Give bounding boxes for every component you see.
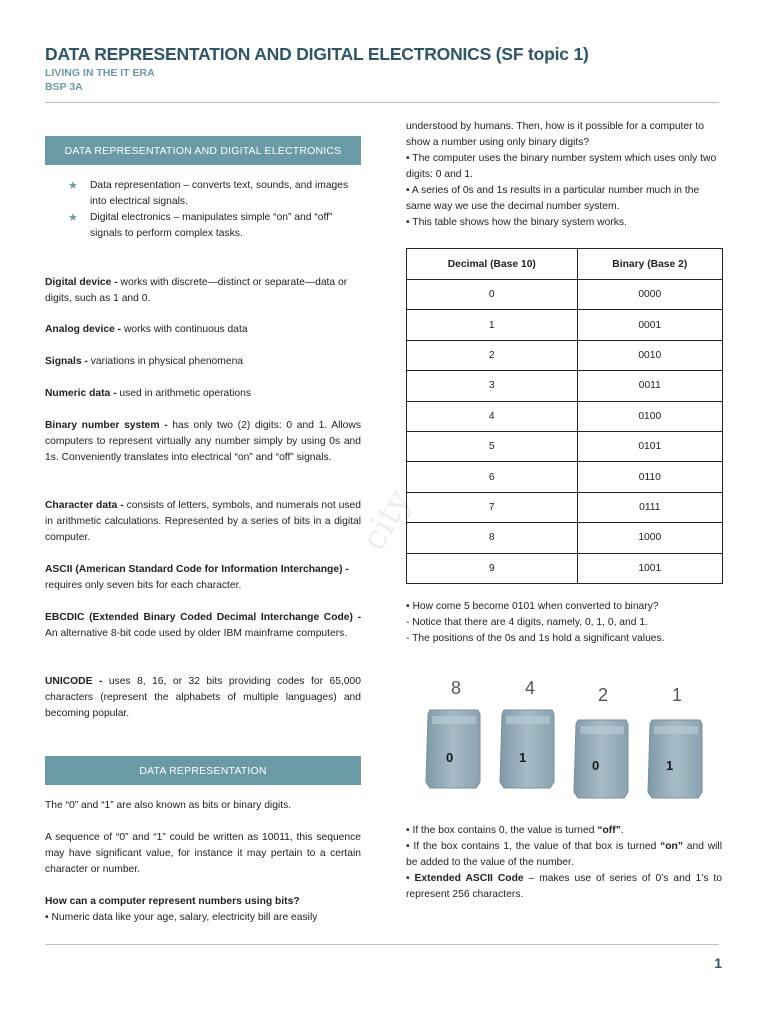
place-value-1: 1 — [671, 685, 683, 705]
bit-box-4 — [500, 710, 554, 788]
table-row: 1 0001 — [407, 310, 723, 340]
table-row: 5 0101 — [407, 431, 723, 461]
column-header-decimal: Decimal (Base 10) — [407, 249, 578, 280]
table-header-row — [407, 249, 723, 280]
table-row: 9 1001 — [407, 553, 723, 583]
after-table-notes: • How come 5 become 0101 when converted to binary? - Notice that there are 4 digits, namely, 0, 1, 0, and 1. - The positions of the 0s and 1s hold a significant values. — [406, 601, 665, 644]
binary-boxes-figure — [406, 672, 722, 812]
course-subtitle: LIVING IN THE IT ERA — [45, 67, 155, 79]
place-value-4: 4 — [524, 678, 536, 698]
table-row: 6 0110 — [407, 462, 723, 492]
page-title: DATA REPRESENTATION AND DIGITAL ELECTRONICS (SF topic 1) — [45, 44, 589, 64]
paragraph-numeric: • Numeric data like your age, salary, electricity bill are easily — [45, 912, 318, 923]
bullet-list — [68, 178, 363, 242]
svg-text:0: 0 — [592, 758, 600, 773]
term-ebcdic: EBCDIC (Extended Binary Coded Decimal Interchange Code) - An alternative 8-bit code used by older IBM mainframe computers. — [45, 612, 361, 639]
bit-box-1 — [648, 720, 702, 798]
note-extended-ascii: • Extended ASCII Code – makes use of series of 0’s and 1’s to represent 256 characters. — [406, 873, 722, 900]
svg-text:0: 0 — [446, 750, 454, 765]
star-icon: ★ — [68, 180, 78, 192]
list-item: ★ Digital electronics – manipulates simple “on” and “off” signals to perform complex tasks. — [68, 212, 333, 239]
bit-box-2 — [574, 720, 628, 798]
term-binary-number-system: Binary number system - has only two (2) digits: 0 and 1. Allows computers to represent virtually any number simply by using 0s and 1s. Conveniently translates into electrical “on” and “off” signals. — [45, 420, 361, 463]
header-divider — [45, 102, 719, 103]
svg-text:1: 1 — [519, 750, 527, 765]
table-row: 3 0011 — [407, 371, 723, 401]
term-ascii: ASCII (American Standard Code for Information Interchange) - requires only seven bits for each character. — [45, 564, 349, 591]
paragraph-bits: The “0” and “1” are also known as bits or binary digits. — [45, 800, 292, 811]
term-numeric-data: Numeric data - used in arithmetic operations — [45, 388, 252, 399]
star-icon: ★ — [68, 212, 78, 224]
paragraph-sequence: A sequence of “0” and “1” could be written as 10011, this sequence may have significant value, for instance it may pertain to a certain character or number. — [45, 832, 361, 875]
table-row: 7 0111 — [407, 492, 723, 522]
note-off: • If the box contains 0, the value is turned “off”. — [406, 825, 624, 836]
term-signals: Signals - variations in physical phenomena — [45, 356, 244, 367]
term-character-data: Character data - consists of letters, symbols, and numerals not used in arithmetic calculations. Represented by a series of bits in a digital computer. — [45, 500, 361, 543]
binary-table — [406, 248, 723, 584]
watermark: city — [353, 482, 420, 558]
table-row: 2 0010 — [407, 340, 723, 370]
bit-box-8 — [426, 710, 480, 788]
section-subtitle: BSP 3A — [45, 81, 83, 93]
table-row: 8 1000 — [407, 523, 723, 553]
column-header-binary: Binary (Base 2) — [577, 249, 722, 280]
place-value-2: 2 — [597, 685, 609, 705]
section-banner-data-representation: DATA REPRESENTATION — [45, 756, 361, 785]
table-row: 0 0000 — [407, 280, 723, 310]
term-analog-device: Analog device - works with continuous data — [45, 324, 248, 335]
note-on: • If the box contains 1, the value of that box is turned “on” and will be added to the value of the number. — [406, 841, 722, 868]
box-notes — [406, 823, 722, 903]
list-item: ★ Data representation – converts text, sounds, and images into electrical signals. — [68, 180, 349, 207]
intro-paragraphs: understood by humans. Then, how is it possible for a computer to show a number using only binary digits? • The computer uses the binary number system which uses only two digits: 0 and 1. • A series of 0s and 1s results in a particular number much in the same way we use the decimal number system. • This table shows how the binary system works. — [406, 121, 717, 228]
svg-text:1: 1 — [666, 758, 674, 773]
page-number: 1 — [714, 955, 722, 971]
question-heading: How can a computer represent numbers using bits? — [45, 896, 300, 907]
place-value-8: 8 — [450, 678, 462, 698]
term-unicode: UNICODE - uses 8, 16, or 32 bits providing codes for 65,000 characters (represent the alphabets of multiple languages) and becoming popular. — [45, 676, 361, 719]
section-banner-data-representation-electronics: DATA REPRESENTATION AND DIGITAL ELECTRONICS — [45, 136, 361, 165]
footer-divider — [45, 944, 719, 945]
table-row: 4 0100 — [407, 401, 723, 431]
term-digital-device: Digital device - works with discrete—distinct or separate—data or digits, such as 1 and 0. — [45, 277, 348, 304]
